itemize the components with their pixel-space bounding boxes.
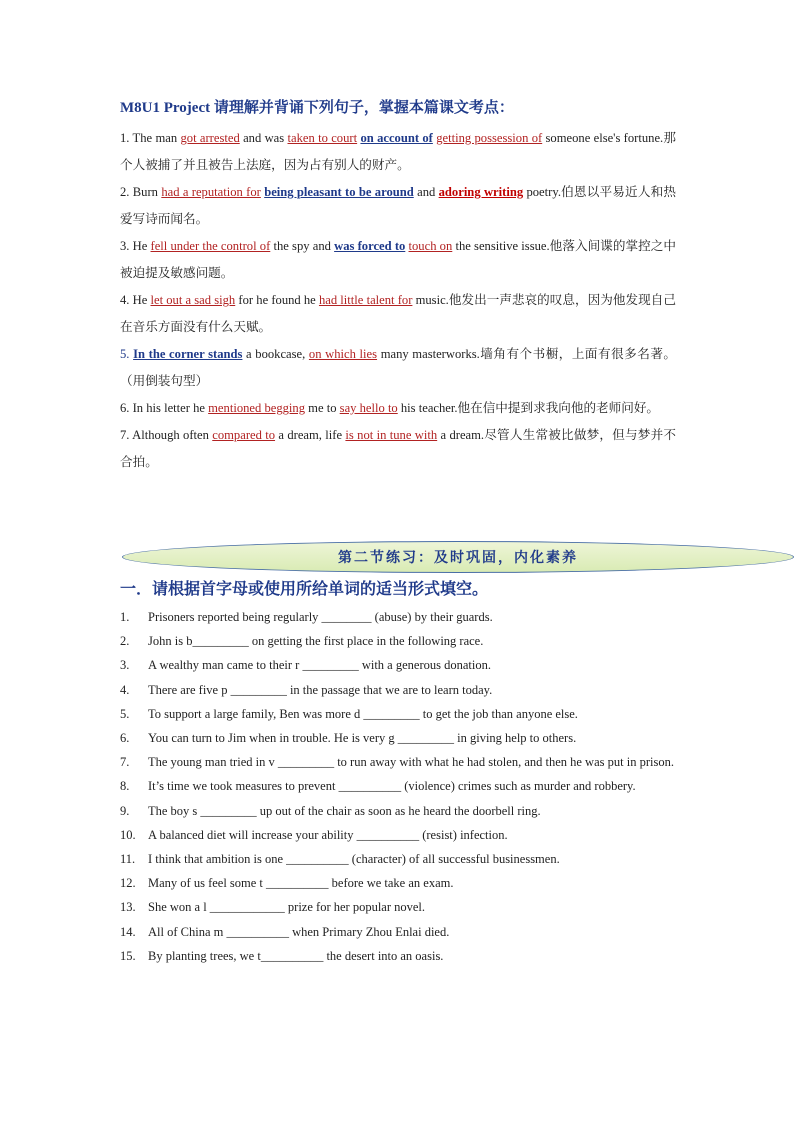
key-phrase-bold: adoring writing — [438, 185, 524, 199]
exercise-item-10 — [120, 823, 676, 847]
sentence-text: music.他发出一声悲哀的叹息，因为他发现自己在音乐方面没有什么天赋。 — [120, 293, 676, 334]
exercise-item-6 — [120, 726, 676, 750]
item-text: To support a large family, Ben was more d _________ to get the job than anyone else. — [148, 706, 578, 721]
key-phrase: is not in tune with — [345, 428, 438, 442]
item-text: She won a l ____________ prize for her popular novel. — [148, 900, 426, 915]
sentence-text: the spy and — [270, 239, 335, 253]
sentence-text: someone else's fortune.那个人被捕了并且被告上法庭，因为占有别人的财产。 — [120, 131, 676, 172]
exercise-item-8 — [120, 774, 676, 798]
sentence-7 — [120, 422, 676, 476]
item-number: 15. — [120, 948, 136, 963]
item-number: 2. — [120, 634, 130, 649]
item-text: The young man tried in v _________ to run away with what he had stolen, and then he was put in prison. — [148, 755, 674, 770]
key-phrase: compared to — [212, 428, 276, 442]
key-phrase: had a reputation for — [161, 185, 261, 199]
sentence-text: 3. He — [120, 239, 151, 253]
item-number: 6. — [120, 731, 130, 746]
exercise-item-7 — [120, 750, 676, 774]
sentence-text: many masterworks.墙角有个书橱，上面有很多名著。（用倒装句型） — [120, 347, 677, 388]
item-text: By planting trees, we t__________ the desert into an oasis. — [148, 948, 444, 963]
item-text: I think that ambition is one __________ (character) of all successful businessmen. — [148, 852, 560, 867]
key-structure: being pleasant to be around — [264, 185, 414, 199]
sentence-text: and — [413, 185, 439, 199]
key-structure: In the corner stands — [133, 347, 243, 361]
sentence-text: me to — [305, 401, 340, 415]
exercise-heading: 一．请根据首字母或使用所给单词的适当形式填空。 — [120, 581, 489, 598]
key-phrase: say hello to — [339, 401, 398, 415]
exercise-item-9 — [120, 799, 676, 823]
item-number: 3. — [120, 658, 130, 673]
sentence-text: 1. The man — [120, 131, 181, 145]
sentence-text: 2. Burn — [120, 185, 162, 199]
sentence-list — [120, 125, 676, 476]
key-phrase: let out a sad sigh — [150, 293, 236, 307]
sentence-number: 5. — [120, 347, 134, 361]
exercise-item-11 — [120, 847, 676, 871]
sentence-6 — [120, 395, 676, 422]
exercise-item-5 — [120, 702, 676, 726]
exercise-item-2 — [120, 629, 676, 653]
exercise-item-13 — [120, 895, 676, 919]
item-number: 14. — [120, 924, 136, 939]
exercise-item-4 — [120, 678, 676, 702]
sentence-text: 6. In his letter he — [120, 401, 209, 415]
sentence-1 — [120, 125, 676, 179]
exercise-item-1 — [120, 605, 676, 629]
item-number: 9. — [120, 803, 130, 818]
item-text: The boy s _________ up out of the chair as soon as he heard the doorbell ring. — [148, 803, 541, 818]
exercise-item-14 — [120, 920, 676, 944]
item-text: Prisoners reported being regularly ________ (abuse) by their guards. — [148, 610, 493, 624]
practice-banner — [122, 541, 794, 573]
sentence-text: the sensitive issue.他落入间谍的掌控之中被迫提及敏感问题。 — [120, 239, 676, 280]
item-text: A wealthy man came to their r _________ with a generous donation. — [148, 658, 491, 673]
sentence-text: and was — [239, 131, 288, 145]
item-number: 13. — [120, 900, 136, 915]
item-number: 8. — [120, 779, 130, 794]
item-number: 4. — [120, 682, 130, 697]
item-number: 10. — [120, 827, 136, 842]
key-phrase: on which lies — [308, 347, 378, 361]
banner-text: 第二节练习：及时巩固，内化素养 — [338, 551, 578, 566]
exercise-item-3 — [120, 653, 676, 677]
key-phrase: touch on — [408, 239, 453, 253]
key-phrase: getting possession of — [436, 131, 543, 145]
key-structure: was forced to — [334, 239, 406, 253]
item-number: 5. — [120, 706, 130, 721]
sentence-text: 4. He — [120, 293, 151, 307]
item-text: It’s time we took measures to prevent __________ (violence) crimes such as murder and robbery. — [148, 779, 636, 794]
key-phrase: had little talent for — [318, 293, 413, 307]
item-text: Many of us feel some t __________ before we take an exam. — [148, 876, 454, 891]
exercise-item-12 — [120, 871, 676, 895]
key-sentences-section — [120, 96, 676, 476]
sentence-text: a dream.尽管人生常被比做梦，但与梦并不合拍。 — [120, 428, 676, 469]
key-phrase: fell under the control of — [150, 239, 271, 253]
key-structure: on account of — [360, 131, 433, 145]
sentence-text: a bookcase, — [242, 347, 309, 361]
item-text: A balanced diet will increase your ability __________ (resist) infection. — [148, 827, 508, 842]
item-number: 7. — [120, 755, 130, 770]
sentence-text: 7. Although often — [120, 428, 213, 442]
sentence-5 — [120, 341, 676, 395]
item-text: All of China m __________ when Primary Zhou Enlai died. — [148, 924, 450, 939]
key-phrase: taken to court — [287, 131, 358, 145]
key-phrase: mentioned begging — [208, 401, 306, 415]
exercise-list — [120, 605, 676, 968]
key-phrase: got arrested — [180, 131, 240, 145]
sentence-3 — [120, 233, 676, 287]
item-number: 12. — [120, 876, 136, 891]
sentence-text: for he found he — [235, 293, 319, 307]
sentence-text: a dream, life — [275, 428, 346, 442]
item-text: John is b_________ on getting the first place in the following race. — [148, 634, 484, 649]
item-number: 1. — [120, 610, 130, 624]
sentence-4 — [120, 287, 676, 341]
sentence-2 — [120, 179, 676, 233]
exercise-item-15 — [120, 944, 676, 968]
item-text: There are five p _________ in the passage that we are to learn today. — [148, 682, 493, 697]
section-title: M8U1 Project 请理解并背诵下列句子，掌握本篇课文考点： — [120, 100, 514, 116]
sentence-text: poetry.伯恩以平易近人和热爱写诗而闻名。 — [120, 185, 676, 226]
item-number: 11. — [120, 852, 136, 867]
sentence-text: his teacher.他在信中提到求我向他的老师问好。 — [397, 401, 660, 415]
item-text: You can turn to Jim when in trouble. He is very g _________ in giving help to others. — [148, 731, 577, 746]
